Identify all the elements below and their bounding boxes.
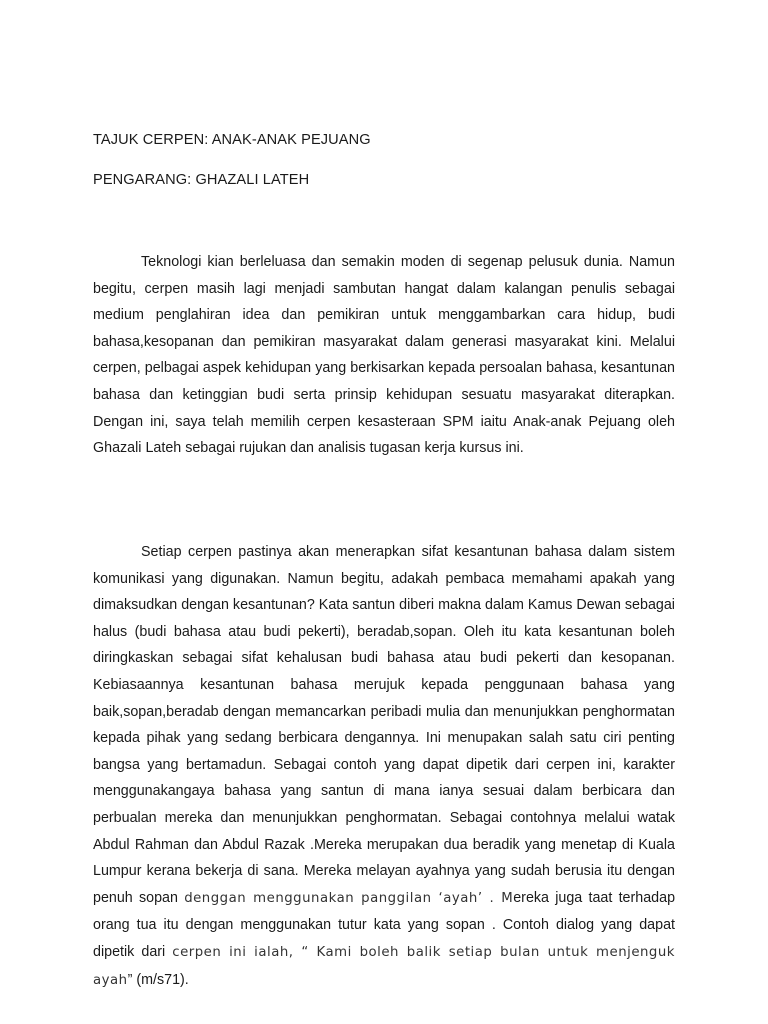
paragraph-2-end-text: ” (m/s71). [127, 971, 189, 988]
paragraph-2-mid-text: ereka juga taat terhadap orang tua itu dengan menggunakan tutur kata yang sopan . Contoh dialog yang dapat dipetik dari [93, 889, 676, 960]
paragraph-2-main-text: Setiap cerpen pastinya akan menerapkan sifat kesantunan bahasa dalam sistem komunikasi yang digunakan. Namun begitu, adakah pembaca memahami apakah yang dimaksudkan dengan kesantunan? Kata santun diberi makna dalam Kamus Dewan sebagai halus (budi bahasa atau budi pekerti), beradab,sopan. Oleh itu kata kesantunan boleh diringkaskan sebagai sifat kehalusan budi bahasa atau budi pekerti dan kesopanan. Kebiasaannya kesantunan bahasa merujuk kepada penggunaan bahasa yang baik,sopan,beradab dengan memancarkan peribadi mulia dan menunjukkan penghormatan kepada pihak yang sedang berbicara dengannya. Ini menupakan salah satu ciri penting bangsa yang bertamadun. Sebagai contoh yang dapat dipetik dari cerpen ini, karakter menggunakangaya bahasa yang santun di mana ianya sesuai dalam berbicara dan perbualan mereka dan menunjukkan penghormatan. Sebagai contohnya melalui watak Abdul Rahman dan Abdul Razak .Mereka merupakan dua beradik yang menetap di Kuala Lumpur kerana bekerja di sana. Mereka melayan ayahnya yang sudah berusia itu dengan penuh sopan [93, 544, 675, 906]
paragraph-1: Teknologi kian berleluasa dan semakin moden di segenap pelusuk dunia. Namun begitu, cerpen masih lagi menjadi sambutan hangat dalam kalangan penulis sebagai medium penglahiran idea dan pemikiran untuk menggambarkan cara hidup, budi bahasa,kesopanan dan pemikiran masyarakat dalam generasi masyarakat kini. Melalui cerpen, pelbagai aspek kehidupan yang berkisarkan kepada persoalan bahasa, kesantunan bahasa dan ketinggian budi serta prinsip kehidupan sesuatu masyarakat diterapkan. Dengan ini, saya telah memilih cerpen kesasteraan SPM iaitu Anak-anak Pejuang oleh Ghazali Lateh sebagai rujukan dan analisis tugasan kerja kursus ini. [93, 254, 675, 457]
story-title: TAJUK CERPEN: ANAK-ANAK PEJUANG [93, 132, 371, 148]
paragraph-2-alt-text-2: cerpen ini ialah, “ Kami boleh balik setiap bulan untuk menjenguk ayah [93, 944, 675, 988]
story-author: PENGARANG: GHAZALI LATEH [93, 172, 310, 188]
paragraph-2 [93, 539, 675, 994]
paragraph-2-alt-text-1: denggan menggunakan panggilan ‘ayah’ . M [184, 890, 514, 906]
